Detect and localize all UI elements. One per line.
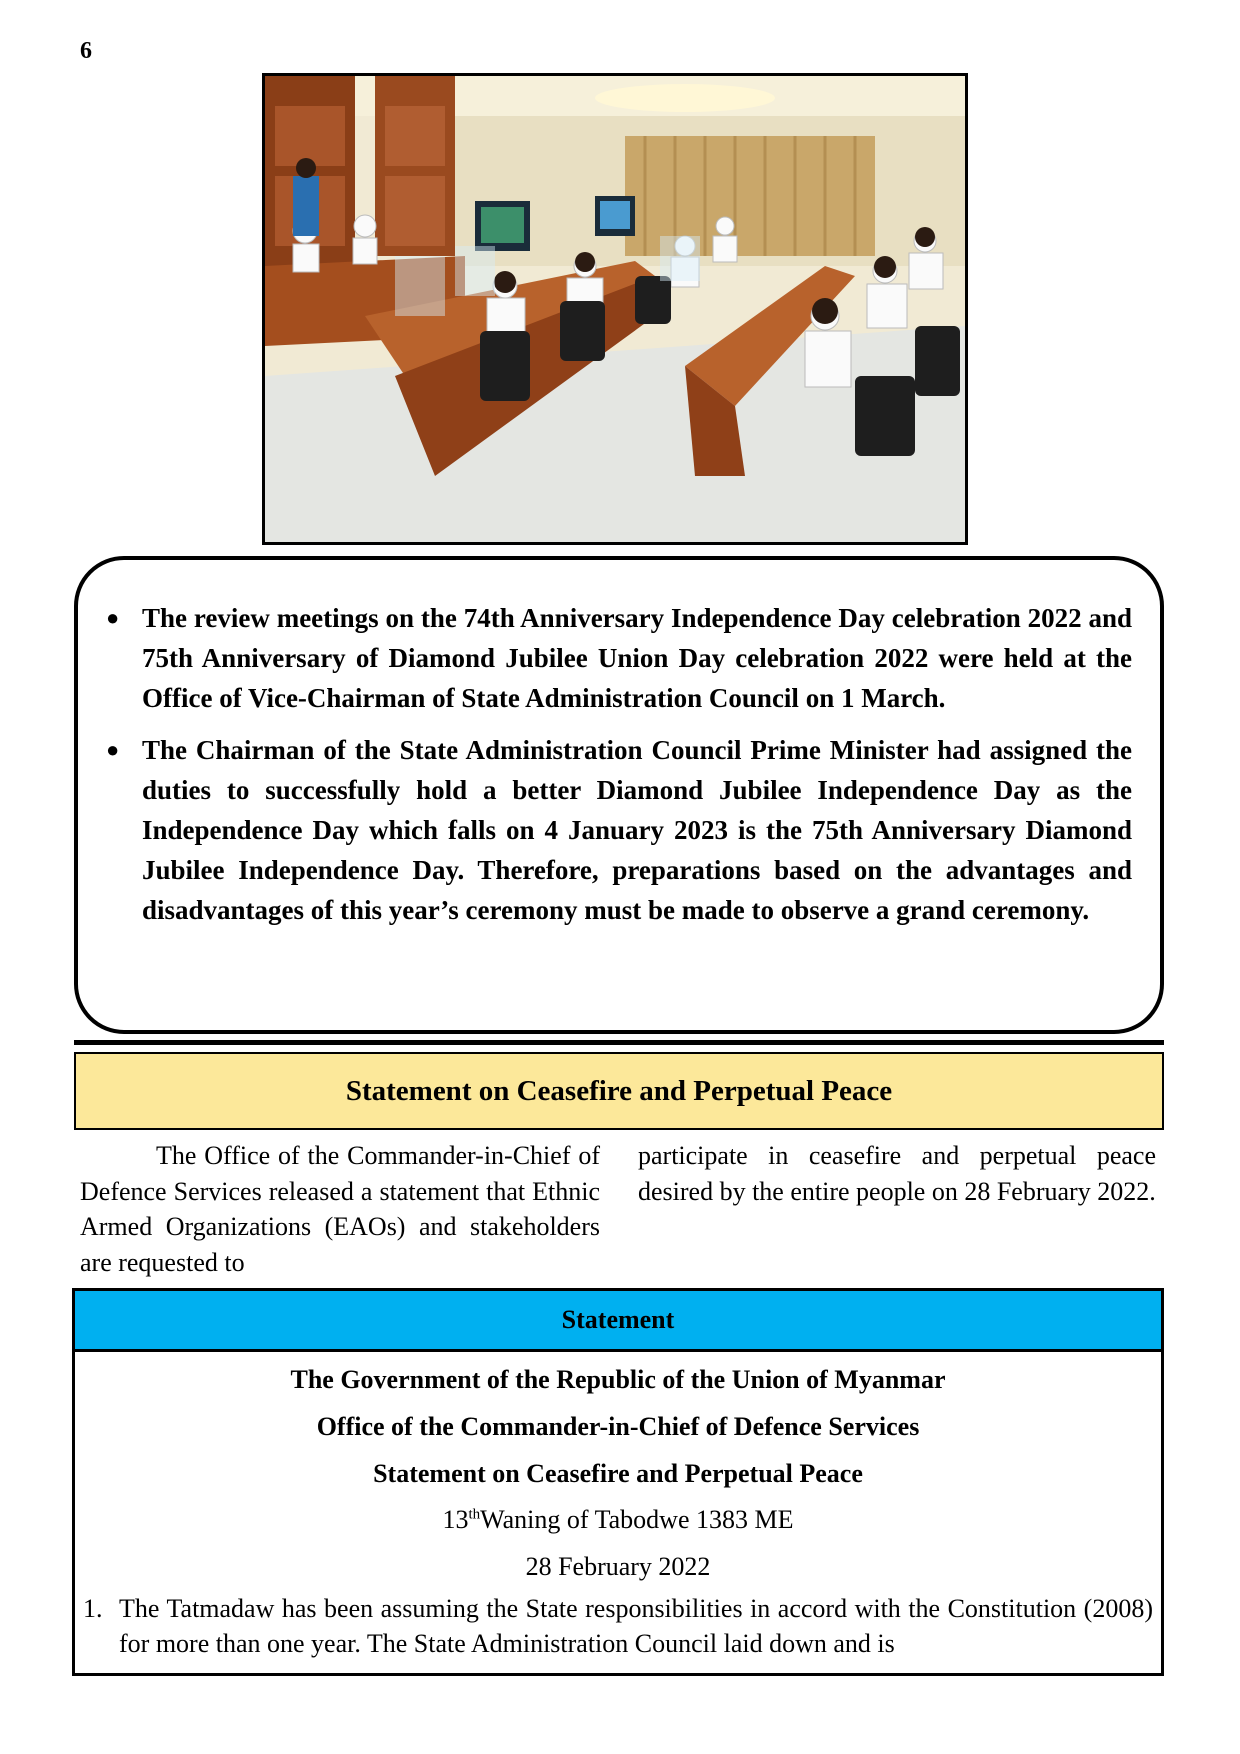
meeting-photo [262,73,968,545]
paragraph-text: The Tatmadaw has been assuming the State responsibilities in accord with the Constitution (2008) for more than one year. The State Administration Council laid down and is [119,1594,1153,1658]
date-month-year: Waning of Tabodwe 1383 ME [480,1505,794,1534]
page-number: 6 [80,38,92,64]
statement-header: Statement [75,1291,1161,1352]
paragraph-number: 1. [83,1594,103,1623]
statement-government-line: The Government of the Republic of the Union of Myanmar [290,1365,946,1394]
callout-bullet [106,598,1132,718]
statement-title-line: Statement on Ceasefire and Perpetual Peace [373,1459,863,1488]
statement-paragraph [83,1591,1153,1661]
date-day: 13 [442,1505,469,1534]
bullet-text: The review meetings on the 74th Anniversary Independence Day celebration 2022 and 75th Anniversary of Diamond Jubilee Union Day celebration 2022 were held at the Office of Vice-Chairman of State Administration Council on 1 March. [142,603,1132,713]
section-divider [74,1040,1164,1045]
bullet-icon: ● [106,737,120,762]
date-ordinal: th [468,1506,481,1523]
article-column-right: participate in ceasefire and perpetual peace desired by the entire people on 28 February 2022. [638,1141,1156,1206]
statement-myanmar-date [75,1505,1161,1535]
statement-box [72,1288,1164,1676]
section-title: Statement on Ceasefire and Perpetual Peace [74,1052,1164,1130]
article-column-left: The Office of the Commander-in-Chief of Defence Services released a statement that Ethnic Armed Organizations (EAOs) and stakeholders are requested to [80,1141,600,1277]
bullet-text: The Chairman of the State Administration Council Prime Minister had assigned the duties to successfully hold a better Diamond Jubilee Independence Day as the Independence Day which falls on 4 January 2023 is the 75th Anniversary Diamond Jubilee Independence Day. Therefore, preparations based on the advantages and disadvantages of this year’s ceremony must be made to observe a grand ceremony. [142,735,1132,925]
callout-bullet [106,730,1132,930]
highlights-callout [74,556,1164,1034]
bullet-icon: ● [106,605,120,630]
statement-office-line: Office of the Commander-in-Chief of Defence Services [316,1412,920,1441]
statement-gregorian-date: 28 February 2022 [525,1552,711,1581]
